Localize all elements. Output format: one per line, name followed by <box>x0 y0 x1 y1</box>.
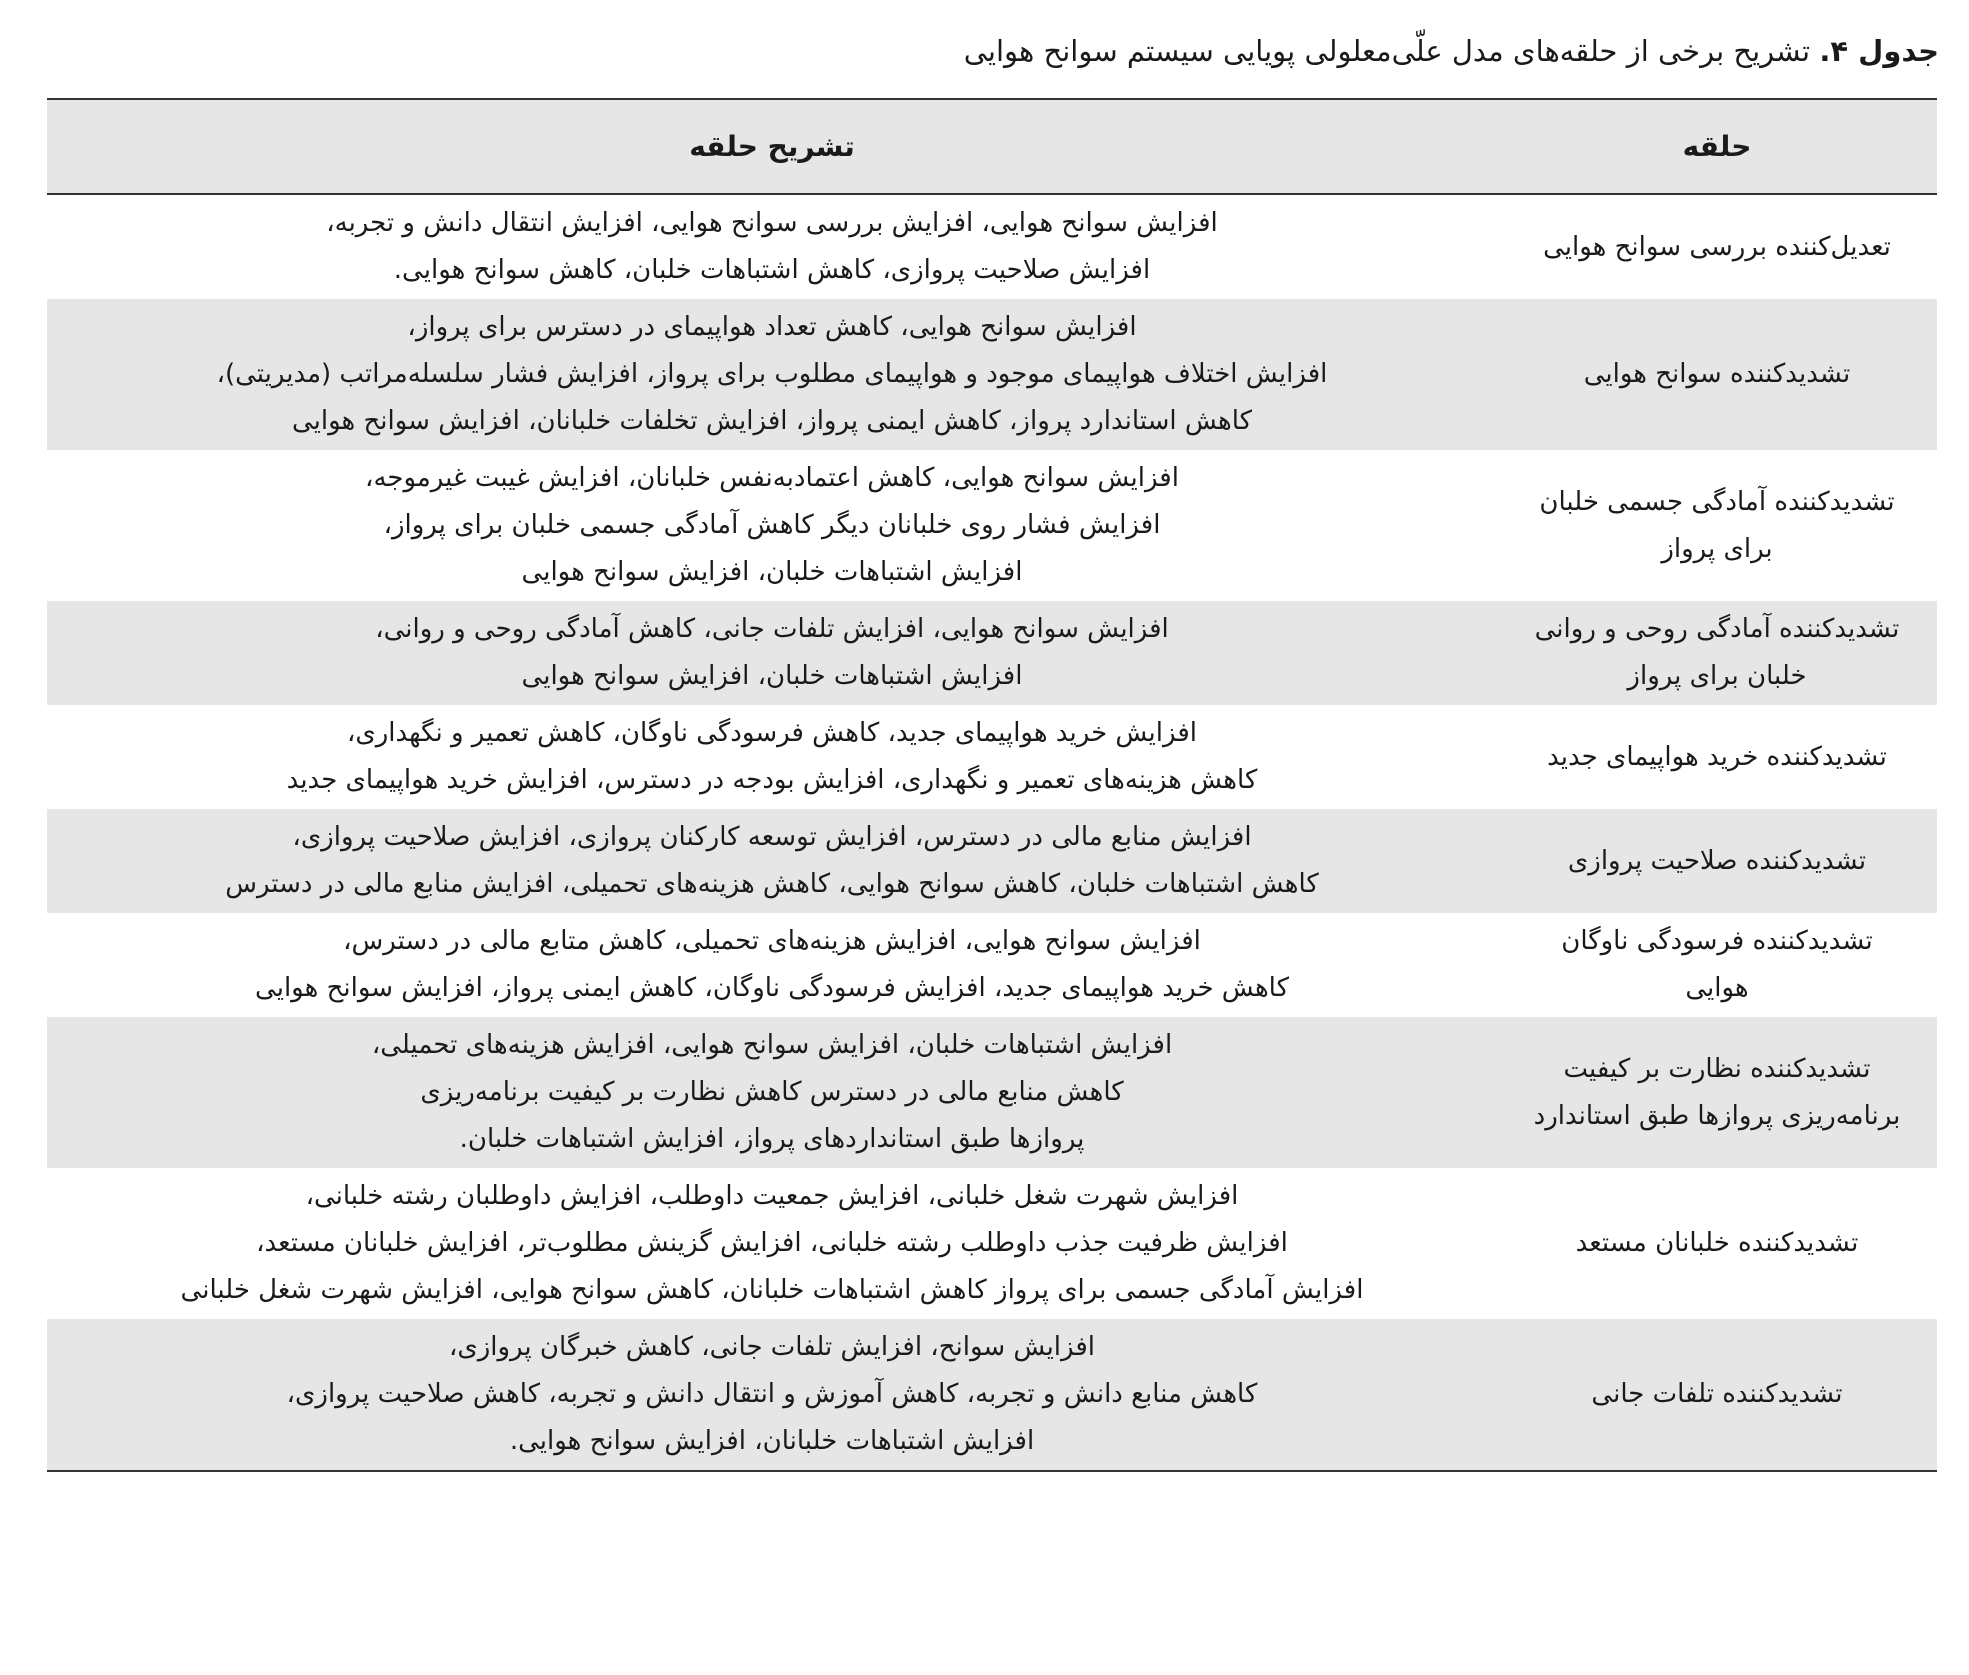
loop-cell <box>1497 601 1937 705</box>
table-row <box>47 601 1937 705</box>
header-loop: حلقه <box>1497 99 1937 194</box>
loop-cell <box>1497 1168 1937 1319</box>
table-caption <box>39 28 1939 74</box>
loop-cell <box>1497 809 1937 913</box>
loop-name-line: تعدیل‌کننده بررسی سوانح هوایی <box>1543 231 1891 262</box>
description-line: افزایش اشتباهات خلبان، افزایش سوانح هوایی، افزایش هزینه‌های تحمیلی، <box>371 1030 1173 1060</box>
table-row <box>47 450 1937 601</box>
loop-cell <box>1497 194 1937 299</box>
description-line: افزایش اشتباهات خلبانان، افزایش سوانح هوایی. <box>509 1426 1035 1456</box>
loop-cell <box>1497 705 1937 809</box>
description-line: کاهش منابع مالی در دسترس کاهش نظارت بر کیفیت برنامه‌ریزی <box>420 1077 1124 1107</box>
description-line: افزایش اشتباهات خلبان، افزایش سوانح هوایی <box>521 661 1023 691</box>
description-line: کاهش منابع دانش و تجربه، کاهش آموزش و انتقال دانش و تجربه، کاهش صلاحیت پروازی، <box>286 1379 1258 1409</box>
description-cell <box>47 194 1497 299</box>
loop-name-line: برنامه‌ریزی پروازها طبق استاندارد <box>1533 1100 1901 1131</box>
loop-cell <box>1497 299 1937 450</box>
description-cell <box>47 1319 1497 1471</box>
description-cell <box>47 1168 1497 1319</box>
loop-name-line: تشدیدکننده خرید هواپیمای جدید <box>1547 741 1887 772</box>
description-line: افزایش منابع مالی در دسترس، افزایش توسعه کارکنان پروازی، افزایش صلاحیت پروازی، <box>292 822 1252 852</box>
table-header-row <box>47 99 1937 194</box>
description-cell <box>47 450 1497 601</box>
description-line: افزایش سوانح هوایی، افزایش هزینه‌های تحمیلی، کاهش متابع مالی در دسترس، <box>343 926 1201 956</box>
loop-cell <box>1497 1319 1937 1471</box>
description-line: افزایش اختلاف هواپیمای موجود و هواپیمای مطلوب برای پرواز، افزایش فشار سلسله‌مراتب (مدیریتی)، <box>216 359 1328 389</box>
table-row <box>47 809 1937 913</box>
description-line: کاهش هزینه‌های تعمیر و نگهداری، افزایش بودجه در دسترس، افزایش خرید هواپیمای جدید <box>286 765 1258 795</box>
description-line: افزایش اشتباهات خلبان، افزایش سوانح هوایی <box>521 557 1023 587</box>
description-line: افزایش خرید هواپیمای جدید، کاهش فرسودگی ناوگان، کاهش تعمیر و نگهداری، <box>346 718 1198 748</box>
loop-name-line: تشدیدکننده خلبانان مستعد <box>1575 1228 1859 1258</box>
description-line: پروازها طبق استانداردهای پرواز، افزایش اشتباهات خلبان. <box>459 1124 1085 1154</box>
loop-cell <box>1497 1017 1937 1168</box>
loop-name-line: تشدیدکننده آمادگی جسمی خلبان <box>1539 486 1895 517</box>
loop-name-line: تشدیدکننده فرسودگی ناوگان <box>1561 926 1873 956</box>
description-line: افزایش آمادگی جسمی برای پرواز کاهش اشتباهات خلبانان، کاهش سوانح هوایی، افزایش شهرت شغل خلبانی <box>180 1275 1364 1305</box>
caption-text: تشریح برخی از حلقه‌های مدل علّی‌معلولی پویایی سیستم سوانح هوایی <box>963 34 1820 68</box>
description-line: افزایش سوانح هوایی، کاهش تعداد هواپیمای در دسترس برای پرواز، <box>407 312 1137 342</box>
loop-name-line: تشدیدکننده آمادگی روحی و روانی <box>1534 614 1900 644</box>
loop-name-line: تشدیدکننده نظارت بر کیفیت <box>1563 1053 1871 1084</box>
table-row <box>47 299 1937 450</box>
loops-table-container <box>47 98 1937 1472</box>
description-line: کاهش خرید هواپیمای جدید، افزایش فرسودگی ناوگان، کاهش ایمنی پرواز، افزایش سوانح هوایی <box>255 973 1289 1003</box>
description-line: افزایش سوانح، افزایش تلفات جانی، کاهش خبرگان پروازی، <box>448 1332 1096 1362</box>
description-cell <box>47 705 1497 809</box>
caption-label: جدول ۴. <box>1819 34 1939 68</box>
loop-name-line: تشدیدکننده تلفات جانی <box>1591 1379 1843 1409</box>
description-cell <box>47 1017 1497 1168</box>
description-line: کاهش استاندارد پرواز، کاهش ایمنی پرواز، افزایش تخلفات خلبانان، افزایش سوانح هوایی <box>291 406 1253 436</box>
loop-name-line: تشدیدکننده صلاحیت پروازی <box>1567 845 1867 876</box>
header-description: تشریح حلقه <box>47 99 1497 194</box>
description-cell <box>47 299 1497 450</box>
loop-name-line: هوایی <box>1685 973 1749 1003</box>
description-line: افزایش صلاحیت پروازی، کاهش اشتباهات خلبان، کاهش سوانح هوایی. <box>393 255 1151 285</box>
description-cell <box>47 913 1497 1017</box>
table-row <box>47 194 1937 299</box>
loops-table <box>47 98 1937 1472</box>
table-row <box>47 1319 1937 1471</box>
loop-name-line: تشدیدکننده سوانح هوایی <box>1583 359 1851 389</box>
loop-name-line: خلبان برای پرواز <box>1627 661 1807 691</box>
description-line: کاهش اشتباهات خلبان، کاهش سوانح هوایی، کاهش هزینه‌های تحمیلی، افزایش منابع مالی در دسترس <box>225 869 1319 899</box>
description-line: افزایش سوانح هوایی، افزایش بررسی سوانح هوایی، افزایش انتقال دانش و تجربه، <box>326 208 1218 238</box>
description-line: افزایش فشار روی خلبانان دیگر کاهش آمادگی جسمی خلبان برای پرواز، <box>383 510 1161 540</box>
description-line: افزایش سوانح هوایی، کاهش اعتمادبه‌نفس خلبانان، افزایش غیبت غیرموجه، <box>365 463 1179 493</box>
loop-cell <box>1497 913 1937 1017</box>
table-row <box>47 913 1937 1017</box>
description-line: افزایش ظرفیت جذب داوطلب رشته خلبانی، افزایش گزینش مطلوب‌تر، افزایش خلبانان مستعد، <box>256 1228 1288 1258</box>
description-line: افزایش شهرت شغل خلبانی، افزایش جمعیت داوطلب، افزایش داوطلبان رشته خلبانی، <box>305 1181 1239 1211</box>
table-row <box>47 1168 1937 1319</box>
table-body <box>47 194 1937 1471</box>
description-line: افزایش سوانح هوایی، افزایش تلفات جانی، کاهش آمادگی روحی و روانی، <box>375 614 1169 644</box>
loop-name-line: برای پرواز <box>1661 533 1773 564</box>
description-cell <box>47 809 1497 913</box>
table-row <box>47 1017 1937 1168</box>
loop-cell <box>1497 450 1937 601</box>
table-row <box>47 705 1937 809</box>
description-cell <box>47 601 1497 705</box>
